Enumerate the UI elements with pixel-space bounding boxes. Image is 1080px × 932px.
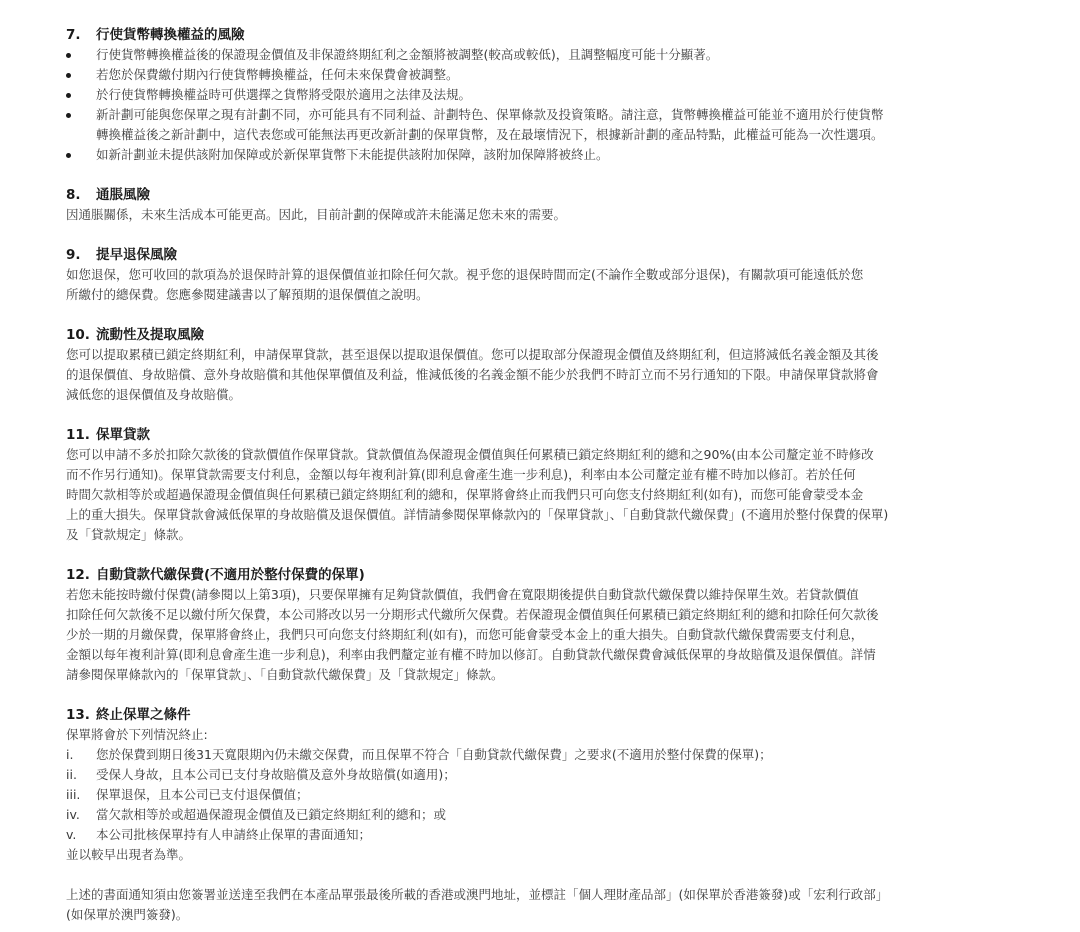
text-line: 並以較早出現者為準。 [66,847,192,862]
section-8 [66,185,1020,225]
text-line: 因通脹關係，未來生活成本可能更高。因此，目前計劃的保障或許未能滿足您未來的需要。 [66,207,567,222]
text-line: 若您於保費繳付期內行使貨幣轉換權益，任何未來保費會被調整。 [96,67,459,82]
text-line: 行使貨幣轉換權益後的保證現金價值及非保證終期紅利之金額將被調整(較高或較低)，且調整幅度可能十分顯著。 [96,47,719,62]
list-marker: v. [66,827,77,842]
section-title: 自動貸款代繳保費(不適用於整付保費的保單) [96,567,365,583]
text-line: 金額以每年複利計算(即利息會產生進一步利息)，利率由我們釐定並有權不時加以修訂。自動貸款代繳保費會減低保單的身故賠償及退保價值。詳情 [66,647,876,662]
section-number: 8. [66,187,81,203]
section-number: 7. [66,27,81,43]
condition-list [66,745,1020,845]
bullet-dot-icon [66,93,71,98]
section-heading [66,185,1020,205]
list-marker: iv. [66,807,80,822]
section-number: 11. [66,427,90,443]
section-title: 行使貨幣轉換權益的風險 [96,27,245,43]
text-line: 而不作另行通知)。保單貸款需要支付利息，金額以每年複利計算(即利息會產生進一步利息)，利率由本公司釐定並有權不時加以修訂。若於任何 [66,467,856,482]
section-11 [66,425,1020,545]
text-line: 新計劃可能與您保單之現有計劃不同，亦可能具有不同利益、計劃特色、保單條款及投資策略。請注意，貨幣轉換權益可能並不適用於行使貨幣 [96,107,884,122]
section-heading [66,705,1020,725]
list-marker: iii. [66,787,81,802]
bullet-item [66,105,1020,145]
text-line: 扣除任何欠款後不足以繳付所欠保費，本公司將改以另一分期形式代繳所欠保費。若保證現金價值與任何累積已鎖定終期紅利的總和扣除任何欠款後 [66,607,879,622]
bullet-dot-icon [66,153,71,158]
text-line: 少於一期的月繳保費，保單將會終止，我們只可向您支付終期紅利(如有)，而您可能會蒙受本金上的重大損失。自動貸款代繳保費需要支付利息， [66,627,864,642]
text-line: 轉換權益後之新計劃中，這代表您或可能無法再更改新計劃的保單貨幣，及在最壞情況下，根據新計劃的產品特點，此權益可能為一次性選項。 [96,127,884,142]
section-7 [66,25,1020,165]
text-line: 的退保價值、身故賠償、意外身故賠償和其他保單價值及利益，惟減低後的名義金額不能少於我們不時訂立而不另行通知的下限。申請保單貸款將會 [66,367,879,382]
text-line: 如您退保，您可收回的款項為於退保時計算的退保價值並扣除任何欠款。視乎您的退保時間而定(不論作全數或部分退保)，有關款項可能遠低於您 [66,267,864,282]
section-body [66,445,1020,545]
text-line: 若您未能按時繳付保費(請參閱以上第3項)，只要保單擁有足夠貸款價值，我們會在寬限期後提供自動貸款代繳保費以維持保單生效。若貸款價值 [66,587,859,602]
condition-item [66,785,1020,805]
bullet-item [66,45,1020,65]
section-outro [66,845,1020,865]
text-line: 請參閱保單條款內的「保單貸款」、「自動貸款代繳保費」及「貸款規定」條款。 [66,667,504,682]
section-number: 12. [66,567,90,583]
section-heading [66,25,1020,45]
closing-paragraph [66,885,1020,925]
section-heading [66,565,1020,585]
section-heading [66,425,1020,445]
text-line: 保單將會於下列情況終止: [66,727,208,742]
section-body [66,205,1020,225]
section-body [66,585,1020,685]
text-line: 如新計劃並未提供該附加保障或於新保單貨幣下未能提供該附加保障，該附加保障將被終止。 [96,147,609,162]
section-number: 10. [66,327,90,343]
condition-item [66,765,1020,785]
section-body [66,345,1020,405]
section-body [66,265,1020,305]
section-heading [66,325,1020,345]
bullet-item [66,65,1020,85]
condition-text: 當欠款相等於或超過保證現金價值及已鎖定終期紅利的總和；或 [96,807,447,822]
text-line: 您可以提取累積已鎖定終期紅利，申請保單貸款，甚至退保以提取退保價值。您可以提取部分保證現金價值及終期紅利，但這將減低名義金額及其後 [66,347,879,362]
bullet-item [66,145,1020,165]
list-marker: ii. [66,767,77,782]
text-line: 上述的書面通知須由您簽署並送達至我們在本產品單張最後所載的香港或澳門地址，並標註「個人理財產品部」(如保單於香港簽發)或「宏利行政部」 [66,887,889,902]
section-number: 13. [66,707,90,723]
condition-text: 您於保費到期日後31天寬限期內仍未繳交保費，而且保單不符合「自動貸款代繳保費」之要求(不適用於整付保費的保單)； [96,747,772,762]
text-line: 您可以申請不多於扣除欠款後的貸款價值作保單貸款。貸款價值為保證現金價值與任何累積已鎖定終期紅利的總和之90%(由本公司釐定並不時修改 [66,447,874,462]
section-heading [66,245,1020,265]
section-10 [66,325,1020,405]
condition-item [66,825,1020,845]
text-line: 上的重大損失。保單貸款會減低保單的身故賠償及退保價值。詳情請參閱保單條款內的「保單貸款」、「自動貸款代繳保費」(不適用於整付保費的保單) [66,507,889,522]
bullet-item [66,85,1020,105]
bullet-list [66,45,1020,165]
condition-item [66,805,1020,825]
section-title: 保單貸款 [96,427,150,443]
section-title: 流動性及提取風險 [96,327,204,343]
section-12 [66,565,1020,685]
condition-item [66,745,1020,765]
list-marker: i. [66,747,74,762]
section-title: 通脹風險 [96,187,150,203]
text-line: 於行使貨幣轉換權益時可供選擇之貨幣將受限於適用之法律及法規。 [96,87,472,102]
section-9 [66,245,1020,305]
bullet-dot-icon [66,113,71,118]
text-line: 時間欠款相等於或超過保證現金價值與任何累積已鎖定終期紅利的總和，保單將會終止而我們只可向您支付終期紅利(如有)，而您可能會蒙受本金 [66,487,864,502]
bullet-dot-icon [66,53,71,58]
section-title: 提早退保風險 [96,247,177,263]
text-line: (如保單於澳門簽發)。 [66,907,189,922]
text-line: 所繳付的總保費。您應參閱建議書以了解預期的退保價值之說明。 [66,287,429,302]
condition-text: 保單退保，且本公司已支付退保價值； [96,787,309,802]
section-title: 終止保單之條件 [96,707,191,723]
text-line: 及「貸款規定」條款。 [66,527,192,542]
condition-text: 受保人身故，且本公司已支付身故賠償及意外身故賠償(如適用)； [96,767,456,782]
condition-text: 本公司批核保單持有人申請終止保單的書面通知； [96,827,372,842]
bullet-dot-icon [66,73,71,78]
section-13 [66,705,1020,865]
text-line: 減低您的退保價值及身故賠償。 [66,387,242,402]
section-intro [66,725,1020,745]
section-number: 9. [66,247,81,263]
